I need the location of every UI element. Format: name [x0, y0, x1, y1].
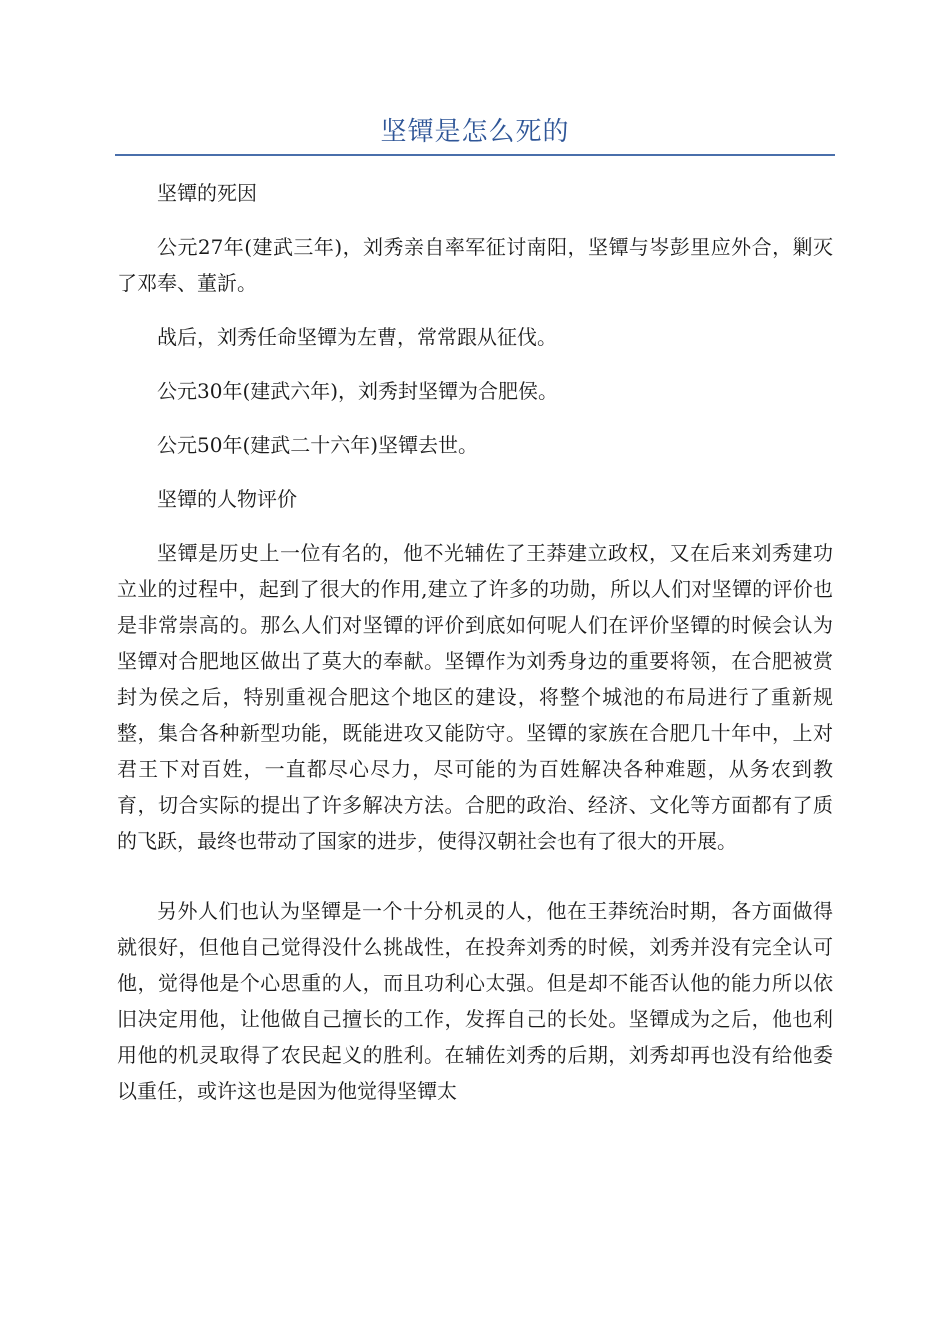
paragraph: 战后，刘秀任命坚镡为左曹，常常跟从征伐。 [157, 325, 557, 349]
title-underline [115, 154, 835, 156]
paragraph: 公元30年(建武六年)，刘秀封坚镡为合肥侯。 [157, 379, 559, 403]
section-heading: 坚镡的死因 [157, 181, 257, 205]
paragraph: 公元27年(建武三年)，刘秀亲自率军征讨南阳，坚镡与岑彭里应外合，剿灭了邓奉、董訢。 [117, 235, 833, 295]
document-title: 坚镡是怎么死的 [380, 117, 570, 147]
paragraph: 坚镡是历史上一位有名的，他不光辅佐了王莽建立政权，又在后来刘秀建功立业的过程中，起到了很大的作用,建立了许多的功勋，所以人们对坚镡的评价也是非常崇高的。那么人们对坚镡的评价到底如何呢人们在评价坚镡的时候会认为坚镡对合肥地区做出了莫大的奉献。坚镡作为刘秀身边的重要将领，在合肥被赏封为侯之后，特别重视合肥这个地区的建设，将整个城池的布局进行了重新规整，集合各种新型功能，既能进攻又能防守。坚镡的家族在合肥几十年中，上对君王下对百姓，一直都尽心尽力，尽可能的为百姓解决各种难题，从务农到教育，切合实际的提出了许多解决方法。合肥的政治、经济、文化等方面都有了质的飞跃，最终也带动了国家的进步，使得汉朝社会也有了很大的开展。 [117, 541, 833, 853]
document-body [117, 175, 833, 1127]
paragraph: 另外人们也认为坚镡是一个十分机灵的人，他在王莽统治时期，各方面做得就很好，但他自己觉得没什么挑战性，在投奔刘秀的时候，刘秀并没有完全认可他，觉得他是个心思重的人，而且功利心太强。但是却不能否认他的能力所以依旧决定用他，让他做自己擅长的工作，发挥自己的长处。坚镡成为之后，他也利用他的机灵取得了农民起义的胜利。在辅佐刘秀的后期，刘秀却再也没有给他委以重任，或许这也是因为他觉得坚镡太 [117, 899, 833, 1103]
paragraph: 公元50年(建武二十六年)坚镡去世。 [157, 433, 479, 457]
section-heading: 坚镡的人物评价 [157, 487, 297, 511]
